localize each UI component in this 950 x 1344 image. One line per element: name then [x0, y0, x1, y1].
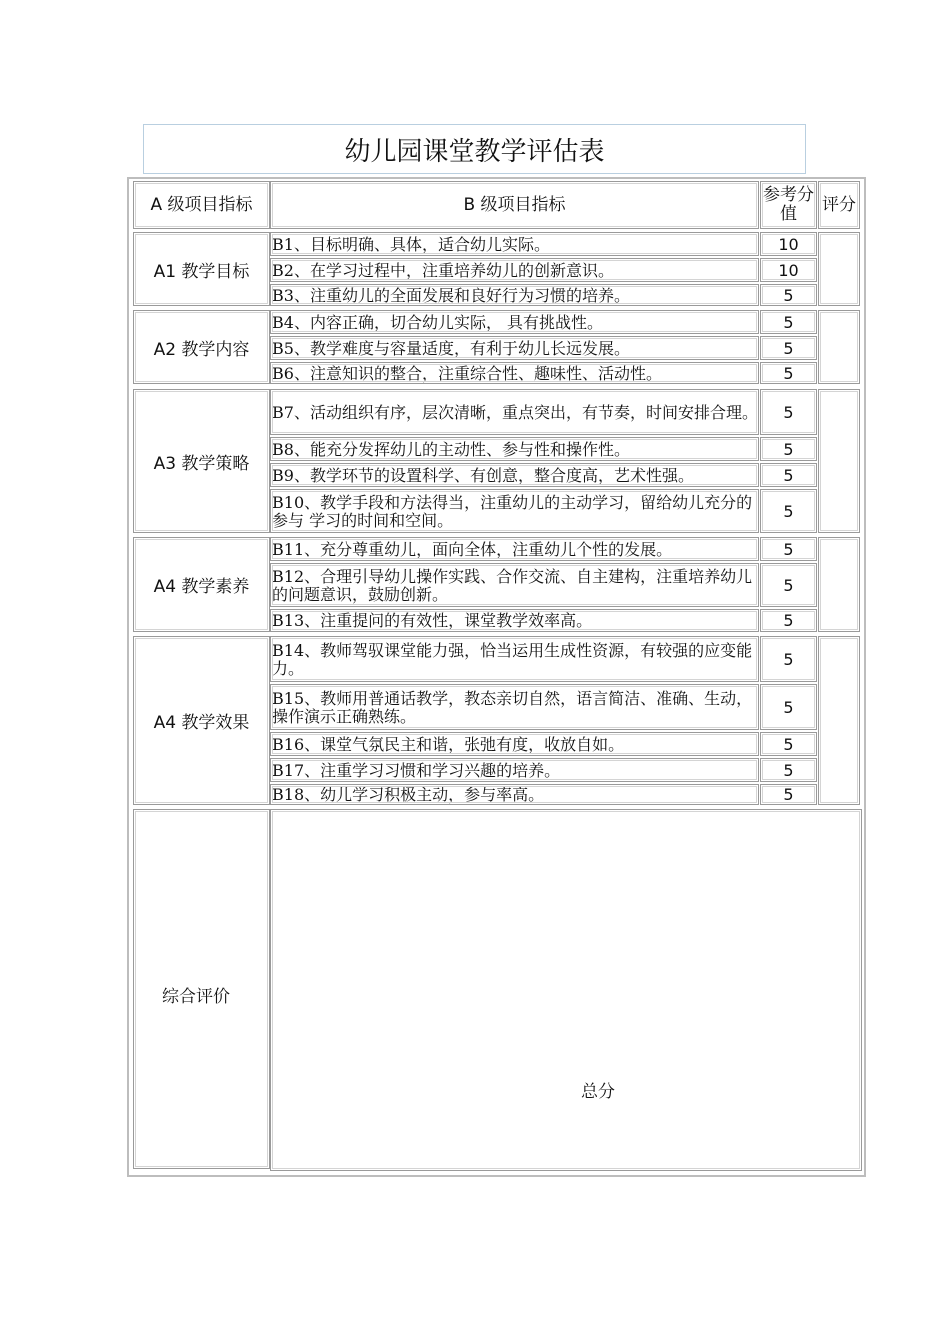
group-label-text: A4 教学效果 — [153, 713, 250, 733]
group-label-text: A3 教学策略 — [153, 453, 250, 474]
criterion-text — [270, 563, 759, 607]
header-reference-score-text: 参考分值 — [763, 185, 814, 224]
reference-value — [760, 463, 817, 487]
reference-value-text: 5 — [783, 697, 794, 717]
reference-value — [760, 758, 817, 782]
criterion-text-text: B3、注重幼儿的全面发展和良好行为习惯的培养。 — [272, 285, 630, 305]
header-a-level-text: A 级项目指标 — [150, 194, 253, 215]
reference-value — [760, 684, 817, 730]
header-b-level-text: B 级项目指标 — [463, 194, 566, 215]
score-cell[interactable] — [818, 636, 860, 805]
criterion-text-text: B6、注意知识的整合，注重综合性、趣味性、活动性。 — [272, 363, 662, 383]
reference-value — [760, 258, 817, 282]
reference-value-text: 5 — [783, 539, 794, 559]
reference-value — [760, 362, 817, 384]
criterion-text — [270, 732, 759, 756]
reference-value — [760, 732, 817, 756]
criterion-text-text: B11、充分尊重幼儿，面向全体，注重幼儿个性的发展。 — [272, 539, 673, 559]
criterion-text — [270, 784, 759, 805]
score-cell[interactable] — [818, 389, 860, 533]
reference-value-text: 10 — [778, 234, 799, 254]
summary-content-cell[interactable] — [270, 809, 862, 1171]
reference-value — [760, 537, 817, 561]
reference-value — [760, 232, 817, 256]
criterion-text-text: B16、课堂气氛民主和谐，张弛有度，收放自如。 — [272, 734, 625, 754]
criterion-text — [270, 684, 759, 730]
criterion-text-text: B18、幼儿学习积极主动，参与率高。 — [272, 785, 545, 804]
criterion-text — [270, 284, 759, 306]
header-score-text: 评分 — [822, 194, 856, 215]
reference-value-text: 5 — [783, 649, 794, 669]
criterion-text-text: B17、注重学习习惯和学习兴趣的培养。 — [272, 760, 561, 780]
criterion-text-text: B12、合理引导幼儿操作实践、合作交流、自主建构，注重培养幼儿的问题意识，鼓励创新。 — [272, 566, 753, 604]
reference-value — [760, 336, 817, 360]
criterion-text — [270, 758, 759, 782]
reference-value-text: 5 — [783, 465, 794, 485]
criterion-text-text: B15、教师用普通话教学，教态亲切自然，语言简洁、准确、生动，操作演示正确熟练。 — [272, 688, 753, 726]
criterion-text — [270, 232, 759, 256]
reference-value-text: 5 — [783, 363, 794, 383]
criterion-text-text: B8、能充分发挥幼儿的主动性、参与性和操作性。 — [272, 439, 630, 459]
criterion-text-text: B1、目标明确、具体，适合幼儿实际。 — [272, 234, 550, 254]
reference-value-text: 10 — [778, 260, 799, 280]
group-label — [133, 636, 270, 805]
criterion-text — [270, 437, 759, 461]
criterion-text-text: B4、内容正确，切合幼儿实际， 具有挑战性。 — [272, 312, 604, 332]
group-label-text: A1 教学目标 — [153, 261, 250, 282]
page-title: 幼儿园课堂教学评估表 — [143, 124, 806, 174]
score-cell[interactable] — [818, 310, 860, 384]
group-label — [133, 310, 270, 384]
criterion-text-text: B13、注重提问的有效性，课堂教学效率高。 — [272, 611, 593, 630]
criterion-text — [270, 258, 759, 282]
group-label — [133, 232, 270, 306]
group-label-text: A2 教学内容 — [153, 339, 250, 360]
reference-value-text: 5 — [783, 734, 794, 754]
reference-value — [760, 489, 817, 533]
reference-value — [760, 609, 817, 632]
score-cell[interactable] — [818, 232, 860, 306]
criterion-text-text: B10、教学手段和方法得当，注重幼儿的主动学习，留给幼儿充分的参与 学习的时间和空间。 — [272, 492, 753, 530]
reference-value-text: 5 — [783, 439, 794, 459]
summary-label: 综合评价 — [162, 987, 230, 1007]
reference-value — [760, 636, 817, 682]
reference-value-text: 5 — [783, 402, 794, 422]
criterion-text — [270, 636, 759, 682]
reference-value — [760, 284, 817, 306]
score-cell[interactable] — [818, 537, 860, 632]
reference-value — [760, 437, 817, 461]
criterion-text-text: B5、教学难度与容量适度，有利于幼儿长远发展。 — [272, 338, 630, 358]
group-label — [133, 389, 270, 533]
reference-value-text: 5 — [783, 785, 794, 804]
reference-value — [760, 310, 817, 334]
group-label — [133, 537, 270, 632]
header-b-level — [270, 181, 759, 229]
criterion-text — [270, 489, 759, 533]
reference-value-text: 5 — [783, 312, 794, 332]
criterion-text-text: B9、教学环节的设置科学、有创意，整合度高，艺术性强。 — [272, 465, 694, 485]
reference-value — [760, 563, 817, 607]
criterion-text — [270, 336, 759, 360]
criterion-text — [270, 389, 759, 435]
criterion-text-text: B7、活动组织有序，层次清晰，重点突出，有节奏，时间安排合理。 — [272, 402, 758, 422]
total-score-label: 总分 — [581, 1082, 615, 1102]
reference-value-text: 5 — [783, 760, 794, 780]
criterion-text — [270, 362, 759, 384]
criterion-text — [270, 609, 759, 632]
reference-value-text: 5 — [783, 575, 794, 595]
reference-value — [760, 389, 817, 435]
criterion-text-text: B2、在学习过程中，注重培养幼儿的创新意识。 — [272, 260, 614, 280]
group-label-text: A4 教学素养 — [153, 577, 250, 597]
reference-value-text: 5 — [783, 285, 794, 305]
criterion-text-text: B14、教师驾驭课堂能力强，恰当运用生成性资源，有较强的应变能力。 — [272, 640, 753, 678]
criterion-text — [270, 537, 759, 561]
reference-value-text: 5 — [783, 501, 794, 521]
header-a-level — [133, 181, 270, 229]
criterion-text — [270, 463, 759, 487]
reference-value-text: 5 — [783, 611, 794, 630]
header-reference-score — [760, 181, 817, 229]
reference-value-text: 5 — [783, 338, 794, 358]
reference-value — [760, 784, 817, 805]
criterion-text — [270, 310, 759, 334]
header-score — [818, 181, 860, 229]
